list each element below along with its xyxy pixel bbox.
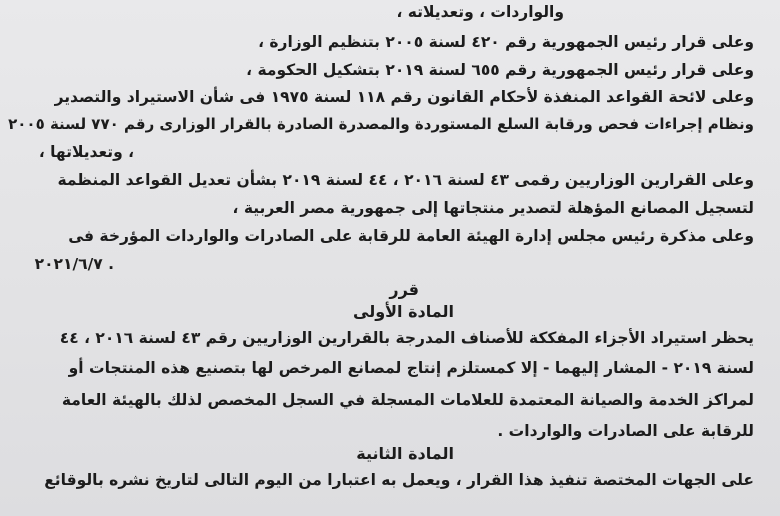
preamble-line-8: لتسجيل المصانع المؤهلة لتصدير منتجاتها إلى جمهورية مصر العربية ، (232, 199, 754, 217)
preamble-line-9: وعلى مذكرة رئيس مجلس إدارة الهيئة العامة للرقابة على الصادرات والواردات المؤرخة فى (68, 227, 754, 245)
preamble-line-10: ٢٠٢١/٦/٧ . (34, 255, 114, 273)
preamble-line-6: ، وتعديلاتها ، (38, 143, 134, 161)
article-one-line-4: للرقابة على الصادرات والواردات . (497, 422, 754, 440)
article-one-line-3: لمراكز الخدمة والصيانة المعتمدة للعلامات المسجلة في السجل المخصص لذلك بالهيئة العامة (61, 391, 754, 409)
preamble-line-5: ونظام إجراءات فحص ورقابة السلع المستوردة والمصدرة الصادرة بالقرار الوزارى رقم ٧٧٠ لسنة ٢٠٠٥ (8, 115, 754, 133)
article-two-heading: المادة الثانية (356, 444, 454, 463)
article-one-line-1: يحظر استيراد الأجزاء المفككة للأصناف المدرجة بالقرارين الوزاريين رقم ٤٣ لسنة ٢٠١٦ ، ٤٤ (59, 329, 754, 347)
preamble-line-1: والواردات ، وتعديلاته ، (396, 3, 564, 21)
preamble-line-3: وعلى قرار رئيس الجمهورية رقم ٦٥٥ لسنة ٢٠١٩ بتشكيل الحكومة ، (246, 61, 754, 79)
article-one-line-2: لسنة ٢٠١٩ - المشار إليهما - إلا كمستلزم إنتاج لمصانع المرخص لها بتصنيع هذه المنتجات أو (68, 359, 754, 377)
preamble-line-2: وعلى قرار رئيس الجمهورية رقم ٤٢٠ لسنة ٢٠٠٥ بتنظيم الوزارة ، (258, 33, 754, 51)
preamble-line-4: وعلى لائحة القواعد المنفذة لأحكام القانون رقم ١١٨ لسنة ١٩٧٥ فى شأن الاستيراد والتصدير (54, 88, 754, 106)
preamble-line-7: وعلى القرارين الوزاريين رقمى ٤٣ لسنة ٢٠١٦ ، ٤٤ لسنة ٢٠١٩ بشأن تعديل القواعد المنظمة (57, 171, 754, 189)
article-one-heading: المادة الأولى (353, 302, 454, 321)
decision-heading: قرر (389, 280, 419, 299)
article-two-line-1: على الجهات المختصة تنفيذ هذا القرار ، ويعمل به اعتبارا من اليوم التالى لتاريخ نشره بالوقائع (44, 471, 754, 489)
